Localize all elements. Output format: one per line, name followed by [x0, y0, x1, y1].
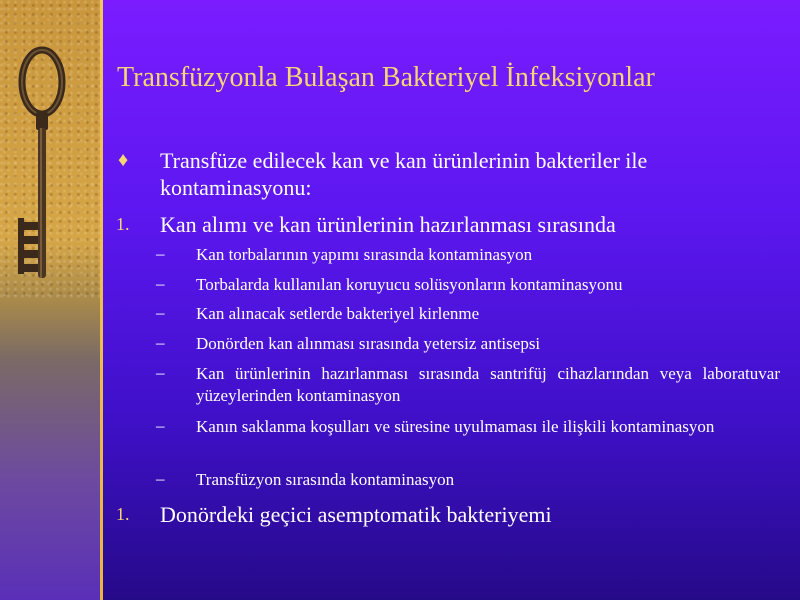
bullet-text: Transfüze edilecek kan ve kan ürünlerinin bakteriler ile kontaminasyonu: [160, 148, 648, 200]
accent-divider [100, 0, 103, 600]
key-icon [6, 42, 76, 282]
dash-marker: – [156, 416, 165, 435]
diamond-bullet-icon: ♦ [118, 149, 129, 171]
dash-marker: – [156, 274, 165, 293]
numbered-text: Donördeki geçici asemptomatik bakteriyemi [160, 502, 552, 527]
sub-item-text: Torbalarda kullanılan koruyucu solüsyonların kontaminasyonu [196, 275, 623, 294]
dash-marker: – [156, 244, 165, 263]
number-marker: 1. [116, 214, 130, 234]
dash-marker: – [156, 363, 165, 382]
number-marker: 1. [116, 504, 130, 524]
dash-marker: – [156, 333, 165, 352]
dash-marker: – [156, 469, 165, 488]
dash-marker: – [156, 303, 165, 322]
sub-item-text: Kan torbalarının yapımı sırasında kontaminasyon [196, 245, 533, 264]
sub-item-text: Kan ürünlerinin hazırlanması sırasında santrifüj cihazlarından veya laboratuvar yüzeylerinden kontaminasyon [196, 364, 780, 405]
sub-item-text: Transfüzyon sırasında kontaminasyon [196, 470, 455, 489]
numbered-text: Kan alımı ve kan ürünlerinin hazırlanması sırasında [160, 212, 616, 237]
sub-item-text: Kan alınacak setlerde bakteriyel kirlenme [196, 304, 480, 323]
slide-title: Transfüzyonla Bulaşan Bakteriyel İnfeksiyonlar [117, 62, 655, 93]
side-image-panel [0, 0, 100, 600]
sub-item-text: Kanın saklanma koşulları ve süresine uyulmaması ile ilişkili kontaminasyon [196, 417, 715, 436]
sub-item-text: Donörden kan alınması sırasında yetersiz antisepsi [196, 334, 541, 353]
